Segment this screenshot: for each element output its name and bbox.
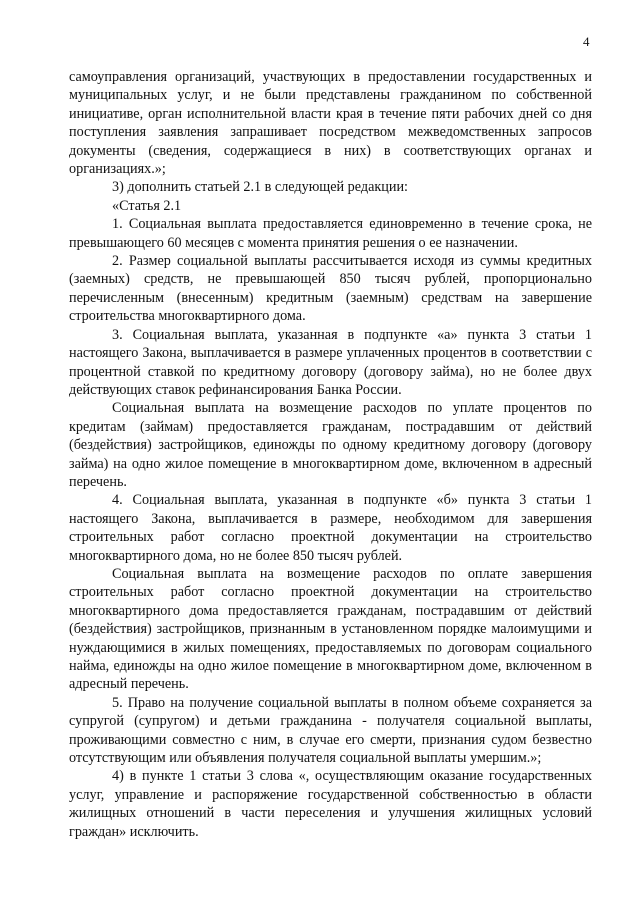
paragraph-clause-4: 4. Социальная выплата, указанная в подпункте «б» пункта 3 статьи 1 настоящего Закона, выплачивается в размере, необходимом для завершения строительных работ согласно проектной документации на строительство многоквартирного дома, но не более 850 тысяч рублей. [69, 492, 592, 564]
paragraph-item-3: 3) дополнить статьей 2.1 в следующей редакции: [112, 179, 408, 196]
paragraph-item-4: 4) в пункте 1 статьи 3 слова «, осуществляющим оказание государственных услуг, управление и распоряжение государственной собственностью в области жилищных отношений в части переселения и улучшения жилищных условий граждан» исключить. [69, 768, 592, 840]
article-heading: «Статья 2.1 [112, 197, 182, 214]
paragraph-clause-3-continued: Социальная выплата на возмещение расходов по уплате процентов по кредитам (займам) предоставляется гражданам, пострадавшим от действий (бездействия) застройщиков, единожды по одному кредитному договору (договору займа) на одно жилое помещение в многоквартирном доме, включенном в адресный перечень. [69, 400, 592, 490]
paragraph-continuation: самоуправления организаций, участвующих в предоставлении государственных и муниципальных услуг, и не были представлены гражданином по собственной инициативе, орган исполнительной власти края в течение пяти рабочих дней со дня поступления заявления запрашивает посредством межведомственных запросов документы (сведения, содержащиеся в них) в соответствующих органах и организациях.»; [69, 69, 592, 178]
page-number: 4 [583, 34, 590, 49]
paragraph-clause-1: 1. Социальная выплата предоставляется единовременно в течение срока, не превышающего 60 месяцев с момента принятия решения о ее назначении. [69, 216, 592, 251]
document-body [69, 68, 592, 841]
paragraph-clause-3: 3. Социальная выплата, указанная в подпункте «а» пункта 3 статьи 1 настоящего Закона, выплачивается в размере уплаченных процентов в соответствии с процентной ставкой по кредитному договору (договору займа), но не более двух действующих ставок рефинансирования Банка России. [69, 326, 592, 398]
paragraph-clause-4-continued: Социальная выплата на возмещение расходов по оплате завершения строительных работ согласно проектной документации на строительство многоквартирного дома предоставляется гражданам, пострадавшим от действий (бездействия) застройщиков, признанным в установленном порядке малоимущими и нуждающимися в жилых помещениях, предоставляемых по договорам социального найма, единожды на одно жилое помещение в многоквартирном доме, включенном в адресный перечень. [69, 565, 592, 693]
paragraph-clause-2: 2. Размер социальной выплаты рассчитывается исходя из суммы кредитных (заемных) средств, не превышающей 850 тысяч рублей, пропорционально перечисленным (внесенным) кредитным (заемным) средствам на завершение строительства многоквартирного дома. [69, 253, 592, 325]
paragraph-clause-5: 5. Право на получение социальной выплаты в полном объеме сохраняется за супругой (супругом) и детьми гражданина - получателя социальной выплаты, проживающими совместно с ним, в случае его смерти, признания судом безвестно отсутствующим или объявления получателя социальной выплаты умершим.»; [69, 694, 592, 767]
